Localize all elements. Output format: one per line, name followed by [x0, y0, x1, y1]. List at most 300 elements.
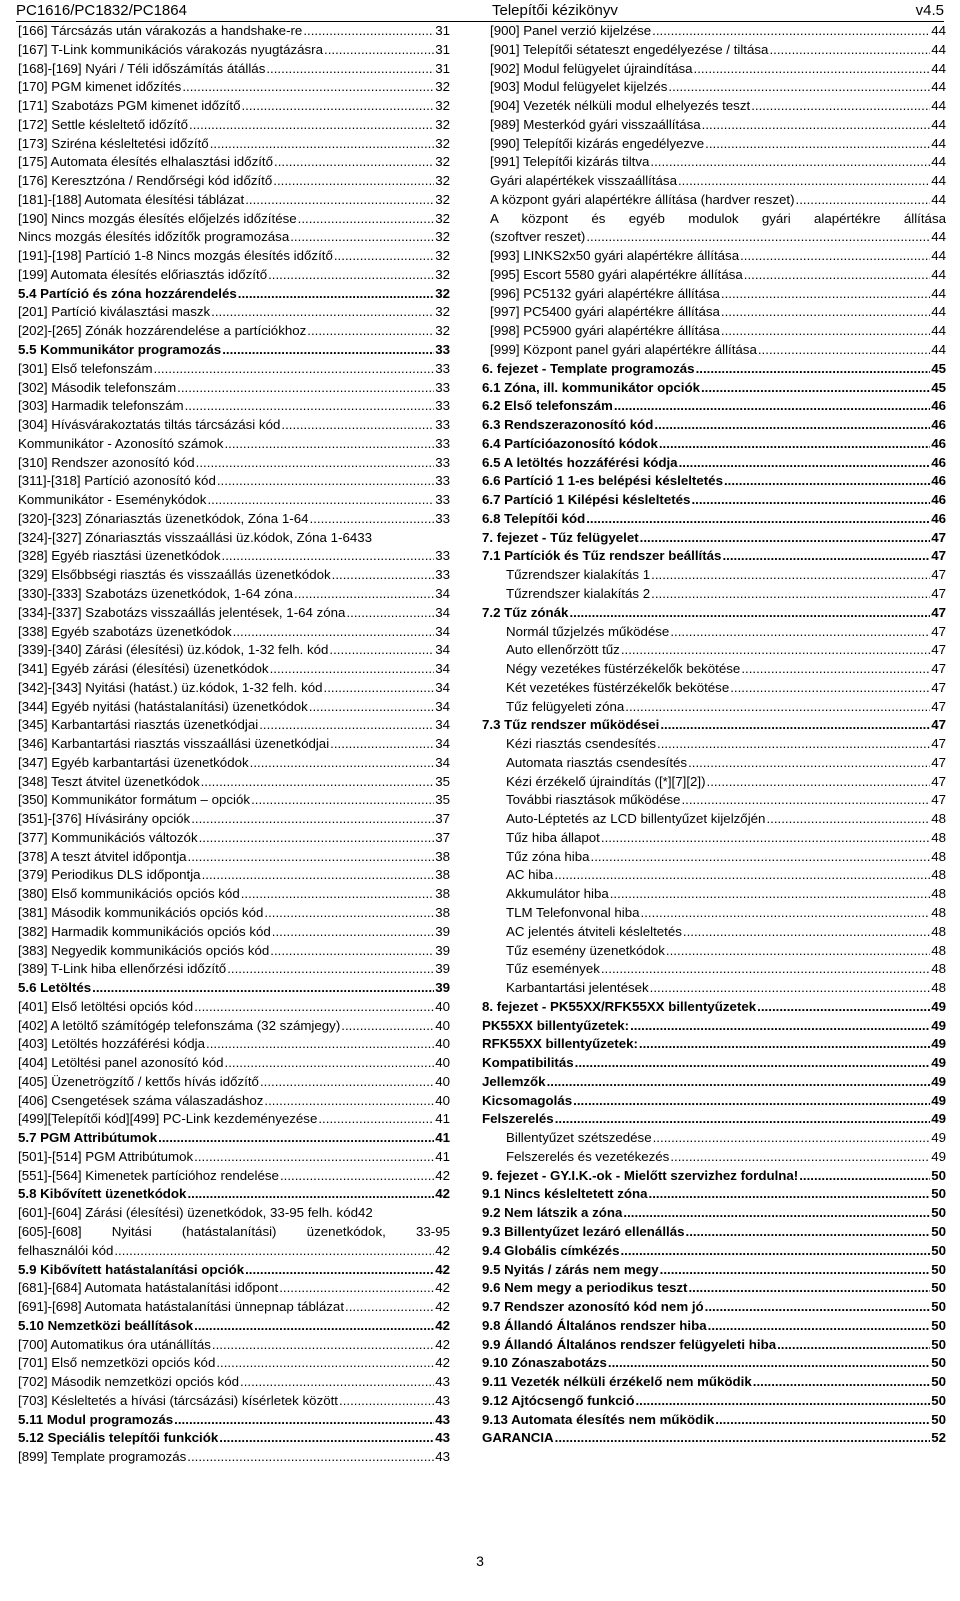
- toc-entry[interactable]: [482, 1336, 946, 1355]
- toc-entry[interactable]: [482, 210, 946, 229]
- toc-page-ref: 48: [931, 904, 946, 920]
- toc-page-ref: 48: [931, 829, 946, 845]
- toc-entry[interactable]: [482, 942, 946, 961]
- toc-page-ref: 50: [931, 1167, 946, 1183]
- toc-entry[interactable]: [482, 1411, 946, 1430]
- toc-entry[interactable]: [18, 829, 450, 848]
- toc-dot-leader: [708, 1317, 931, 1336]
- toc-entry[interactable]: [18, 1204, 450, 1223]
- toc-entry-title: 9.6 Nem megy a periodikus teszt: [482, 1280, 688, 1296]
- toc-entry-title: AC jelentés átviteli késleltetés: [506, 923, 682, 939]
- toc-entry[interactable]: [18, 716, 450, 735]
- toc-entry[interactable]: [482, 791, 946, 810]
- toc-dot-leader: [264, 904, 434, 923]
- toc-entry[interactable]: [18, 960, 450, 979]
- toc-entry[interactable]: [18, 1354, 450, 1373]
- toc-entry-title: Tűz felügyeleti zóna: [506, 698, 625, 714]
- toc-entry[interactable]: [18, 754, 450, 773]
- toc-entry[interactable]: [482, 810, 946, 829]
- toc-entry[interactable]: [482, 641, 946, 660]
- toc-entry[interactable]: [18, 735, 450, 754]
- toc-entry[interactable]: [18, 397, 450, 416]
- toc-entry[interactable]: [18, 1092, 450, 1111]
- toc-entry[interactable]: [18, 679, 450, 698]
- toc-entry[interactable]: [18, 491, 450, 510]
- toc-dot-leader: [233, 623, 435, 642]
- toc-dot-leader: [225, 1054, 435, 1073]
- toc-dot-leader: [212, 1336, 434, 1355]
- toc-entry[interactable]: [18, 1223, 450, 1242]
- toc-entry[interactable]: [18, 41, 450, 60]
- toc-entry[interactable]: [482, 566, 946, 585]
- toc-entry-title: 5.5 Kommunikátor programozás: [18, 342, 222, 358]
- toc-entry[interactable]: [482, 454, 946, 473]
- toc-entry-title: [344] Egyéb nyitási (hatástalanítási) üzenetkódok: [18, 698, 308, 714]
- toc-dot-leader: [273, 172, 434, 191]
- toc-page-ref: 40: [435, 1036, 450, 1052]
- toc-dot-leader: [219, 1429, 434, 1448]
- toc-entry[interactable]: [18, 1054, 450, 1073]
- toc-page-ref: 38: [435, 886, 450, 902]
- toc-entry-title: 9. fejezet - GY.I.K.-ok - Mielőtt szervizhez fordulna!: [482, 1167, 799, 1183]
- toc-entry[interactable]: [482, 1073, 946, 1092]
- toc-entry[interactable]: [18, 266, 450, 285]
- toc-page-ref: 50: [931, 1186, 946, 1202]
- toc-page-ref: 39: [435, 923, 450, 939]
- toc-entry[interactable]: [18, 78, 450, 97]
- toc-entry-title: [691]-[698] Automata hatástalanítási ünnepnap táblázat: [18, 1299, 345, 1315]
- toc-entry[interactable]: [482, 60, 946, 79]
- toc-entry-title: [199] Automata élesítés előriasztás időzítő: [18, 266, 268, 282]
- toc-dot-leader: [270, 942, 434, 961]
- toc-entry[interactable]: [18, 1073, 450, 1092]
- toc-entry[interactable]: [18, 210, 450, 229]
- toc-entry-title: Billentyűzet szétszedése: [506, 1130, 652, 1146]
- toc-dot-leader: [678, 172, 930, 191]
- toc-dot-leader: [679, 454, 931, 473]
- toc-entry[interactable]: [482, 341, 946, 360]
- toc-entry[interactable]: [482, 885, 946, 904]
- toc-entry[interactable]: [18, 1261, 450, 1280]
- toc-entry[interactable]: [18, 135, 450, 154]
- toc-entry-title: Jellemzők: [482, 1073, 546, 1089]
- toc-page-ref: 33: [435, 342, 450, 358]
- toc-entry[interactable]: [18, 1373, 450, 1392]
- toc-page-ref: 32: [435, 79, 450, 95]
- toc-dot-leader: [621, 641, 930, 660]
- toc-entry[interactable]: [482, 1223, 946, 1242]
- toc-entry[interactable]: [18, 604, 450, 623]
- toc-page-ref: 49: [931, 1073, 946, 1089]
- toc-entry[interactable]: [18, 379, 450, 398]
- toc-entry[interactable]: [482, 1017, 946, 1036]
- toc-page-ref: 46: [931, 435, 946, 451]
- toc-entry-title: [301] Első telefonszám: [18, 360, 153, 376]
- toc-dot-leader: [194, 1317, 434, 1336]
- toc-entry-title: [401] Első letöltési opciós kód: [18, 998, 194, 1014]
- toc-entry-title: 5.7 PGM Attribútumok: [18, 1130, 158, 1146]
- toc-dot-leader: [796, 191, 931, 210]
- toc-entry[interactable]: [482, 22, 946, 41]
- toc-entry-title: Kommunikátor - Azonosító számok: [18, 435, 224, 451]
- toc-dot-leader: [303, 22, 434, 41]
- toc-entry[interactable]: [18, 979, 450, 998]
- toc-entry[interactable]: [18, 810, 450, 829]
- toc-entry[interactable]: [18, 228, 450, 247]
- toc-page-ref: 33: [435, 435, 450, 451]
- toc-dot-leader: [227, 960, 434, 979]
- toc-entry[interactable]: [482, 247, 946, 266]
- toc-entry[interactable]: [482, 1279, 946, 1298]
- toc-entry[interactable]: [482, 604, 946, 623]
- toc-entry[interactable]: [18, 773, 450, 792]
- toc-dot-leader: [608, 1354, 930, 1373]
- toc-entry-title: PK55XX billentyűzetek:: [482, 1017, 630, 1033]
- toc-entry[interactable]: [482, 547, 946, 566]
- toc-page-ref: 32: [435, 173, 450, 189]
- toc-entry[interactable]: [482, 866, 946, 885]
- toc-entry[interactable]: [482, 228, 946, 247]
- toc-dot-leader: [241, 97, 434, 116]
- toc-entry-title: [170] PGM kimenet időzítés: [18, 79, 182, 95]
- toc-entry[interactable]: [482, 1298, 946, 1317]
- toc-dot-leader: [324, 679, 435, 698]
- toc-entry[interactable]: [18, 566, 450, 585]
- toc-entry[interactable]: [18, 1185, 450, 1204]
- toc-entry[interactable]: [18, 1110, 450, 1129]
- toc-dot-leader: [573, 1092, 930, 1111]
- toc-dot-leader: [217, 472, 434, 491]
- toc-entry[interactable]: [482, 1148, 946, 1167]
- toc-entry[interactable]: [482, 735, 946, 754]
- toc-entry[interactable]: [482, 1392, 946, 1411]
- toc-page-ref: 44: [931, 154, 946, 170]
- toc-dot-leader: [696, 360, 931, 379]
- toc-entry[interactable]: [482, 472, 946, 491]
- toc-entry[interactable]: [482, 1035, 946, 1054]
- toc-page-ref: 33: [435, 417, 450, 433]
- toc-dot-leader: [114, 1242, 434, 1261]
- toc-page-ref: 50: [931, 1261, 946, 1277]
- toc-dot-leader: [610, 885, 930, 904]
- toc-entry[interactable]: [482, 379, 946, 398]
- toc-entry[interactable]: [18, 942, 450, 961]
- toc-entry[interactable]: [482, 1317, 946, 1336]
- toc-entry[interactable]: [18, 510, 450, 529]
- toc-entry[interactable]: [18, 1317, 450, 1336]
- toc-entry-title: [330]-[333] Szabotázs üzenetkódok, 1-64 zóna: [18, 585, 293, 601]
- toc-page-ref: 47: [931, 642, 946, 658]
- toc-entry[interactable]: [18, 848, 450, 867]
- toc-entry-title: 6.8 Telepítői kód: [482, 510, 586, 526]
- toc-entry[interactable]: [482, 1054, 946, 1073]
- toc-dot-leader: [189, 116, 434, 135]
- toc-entry-title: Akkumulátor hiba: [506, 886, 609, 902]
- toc-entry-title: [700] Automatikus óra utánállítás: [18, 1336, 211, 1352]
- toc-entry[interactable]: [482, 623, 946, 642]
- toc-entry[interactable]: [482, 1092, 946, 1111]
- toc-dot-leader: [650, 979, 931, 998]
- toc-page-ref: 32: [435, 285, 450, 301]
- toc-entry[interactable]: [482, 529, 946, 548]
- toc-page-ref: 34: [435, 604, 450, 620]
- toc-dot-leader: [185, 397, 435, 416]
- toc-dot-leader: [174, 1411, 434, 1430]
- toc-entry-title: felhasználói kód: [18, 1242, 114, 1258]
- toc-page-ref: 49: [931, 1130, 946, 1146]
- toc-page-ref: 37: [435, 811, 450, 827]
- toc-entry[interactable]: [482, 660, 946, 679]
- toc-dot-leader: [740, 247, 930, 266]
- toc-entry[interactable]: [482, 322, 946, 341]
- toc-entry[interactable]: [18, 153, 450, 172]
- toc-page-ref: 49: [931, 1148, 946, 1164]
- toc-entry[interactable]: [18, 1167, 450, 1186]
- toc-entry-title: [339]-[340] Zárási (élesítési) üz.kódok, 1-32 felh. kód: [18, 642, 329, 658]
- toc-entry[interactable]: [482, 491, 946, 510]
- toc-entry-title: [348] Teszt átvitel üzenetkódok: [18, 773, 200, 789]
- toc-entry[interactable]: [18, 416, 450, 435]
- toc-dot-leader: [670, 1148, 930, 1167]
- toc-entry[interactable]: [482, 266, 946, 285]
- toc-entry[interactable]: [482, 773, 946, 792]
- toc-entry[interactable]: [18, 322, 450, 341]
- toc-page-ref: 34: [435, 698, 450, 714]
- toc-entry-title: 6.7 Partíció 1 Kilépési késleltetés: [482, 492, 691, 508]
- toc-entry[interactable]: [18, 22, 450, 41]
- toc-entry[interactable]: [18, 1429, 450, 1448]
- toc-entry[interactable]: [18, 623, 450, 642]
- toc-entry-title: [166] Tárcsázás után várakozás a handshake-re: [18, 23, 303, 38]
- toc-entry-title: 9.4 Globális címkézés: [482, 1242, 620, 1258]
- toc-dot-leader: [620, 1242, 930, 1261]
- toc-entry[interactable]: [482, 1354, 946, 1373]
- toc-dot-leader: [238, 285, 434, 304]
- toc-entry-title: [320]-[323] Zónariasztás üzenetkódok, Zóna 1-64: [18, 510, 309, 526]
- toc-entry[interactable]: [18, 585, 450, 604]
- toc-entry[interactable]: [482, 829, 946, 848]
- toc-page-ref: 32: [435, 210, 450, 226]
- toc-entry[interactable]: [18, 341, 450, 360]
- toc-entry[interactable]: [482, 78, 946, 97]
- toc-page-ref: 46: [931, 417, 946, 433]
- toc-dot-leader: [705, 1298, 931, 1317]
- toc-entry[interactable]: [18, 1242, 450, 1261]
- toc-dot-leader: [769, 41, 930, 60]
- toc-entry[interactable]: [18, 998, 450, 1017]
- toc-dot-leader: [641, 904, 931, 923]
- toc-entry-title: [379] Periodikus DLS időpontja: [18, 867, 201, 883]
- toc-entry-title: Gyári alapértékek visszaállítása: [490, 173, 677, 189]
- toc-page-ref: 32: [435, 304, 450, 320]
- toc-page-ref: 42: [435, 1186, 450, 1202]
- toc-entry[interactable]: [482, 303, 946, 322]
- toc-entry[interactable]: [482, 1129, 946, 1148]
- toc-page-ref: 31: [435, 41, 450, 57]
- toc-entry-title: [172] Settle késleltető időzítő: [18, 116, 189, 132]
- toc-dot-leader: [210, 135, 435, 154]
- toc-entry[interactable]: [482, 191, 946, 210]
- toc-dot-leader: [196, 454, 435, 473]
- toc-page-ref: 49: [931, 1055, 946, 1071]
- toc-dot-leader: [187, 1185, 434, 1204]
- toc-dot-leader: [332, 566, 435, 585]
- toc-entry[interactable]: [482, 679, 946, 698]
- toc-page-ref: 44: [931, 116, 946, 132]
- toc-dot-leader: [251, 791, 434, 810]
- toc-entry-title: [993] LINKS2x50 gyári alapértékre állítása: [490, 248, 740, 264]
- toc-page-ref: 47: [931, 585, 946, 601]
- toc-entry[interactable]: [18, 923, 450, 942]
- toc-entry[interactable]: [18, 285, 450, 304]
- toc-entry-title: Kommunikátor - Eseménykódok: [18, 492, 207, 508]
- toc-page-ref: 40: [435, 998, 450, 1014]
- toc-entry[interactable]: [482, 435, 946, 454]
- toc-dot-leader: [341, 1017, 434, 1036]
- toc-dot-leader: [575, 1054, 931, 1073]
- toc-entry[interactable]: [482, 848, 946, 867]
- toc-entry[interactable]: [18, 60, 450, 79]
- toc-entry-title: [389] T-Link hiba ellenőrzési időzítő: [18, 961, 227, 977]
- toc-page-ref: 43: [435, 1374, 450, 1390]
- toc-entry[interactable]: [482, 1429, 946, 1448]
- toc-entry[interactable]: [18, 1411, 450, 1430]
- toc-entry-title: [900] Panel verzió kijelzése: [490, 23, 652, 38]
- toc-page-ref: 32: [435, 248, 450, 264]
- toc-entry[interactable]: [18, 172, 450, 191]
- toc-dot-leader: [650, 153, 930, 172]
- toc-dot-leader: [555, 1110, 930, 1129]
- toc-page-ref: 50: [931, 1242, 946, 1258]
- toc-entry[interactable]: [18, 1129, 450, 1148]
- toc-entry[interactable]: [18, 1336, 450, 1355]
- toc-entry[interactable]: [482, 960, 946, 979]
- toc-entry[interactable]: [482, 135, 946, 154]
- toc-entry[interactable]: [18, 1298, 450, 1317]
- toc-page-ref: 40: [435, 1073, 450, 1089]
- toc-entry[interactable]: [18, 547, 450, 566]
- toc-page-ref: 42: [435, 1167, 450, 1183]
- toc-entry[interactable]: [18, 191, 450, 210]
- toc-entry[interactable]: [18, 1035, 450, 1054]
- toc-page-ref: 49: [931, 1111, 946, 1127]
- toc-entry[interactable]: [18, 247, 450, 266]
- toc-entry-title: Normál tűzjelzés működése: [506, 623, 670, 639]
- toc-entry-title: (szoftver reszet): [490, 229, 586, 245]
- toc-entry[interactable]: [18, 97, 450, 116]
- toc-entry[interactable]: [18, 1392, 450, 1411]
- toc-entry-title: [501]-[514] PGM Attribútumok: [18, 1148, 194, 1164]
- toc-entry[interactable]: [18, 435, 450, 454]
- toc-entry[interactable]: [482, 41, 946, 60]
- header-version: v4.5: [915, 2, 944, 19]
- toc-page-ref: 49: [931, 998, 946, 1014]
- toc-dot-leader: [547, 1073, 931, 1092]
- toc-entry[interactable]: [18, 1017, 450, 1036]
- toc-entry-title: [338] Egyéb szabotázs üzenetkódok: [18, 623, 232, 639]
- toc-entry-title: Tűzrendszer kialakítás 1: [506, 567, 651, 583]
- toc-entry[interactable]: [18, 904, 450, 923]
- toc-entry-title: [997] PC5400 gyári alapértékre állítása: [490, 304, 720, 320]
- toc-entry[interactable]: [482, 923, 946, 942]
- toc-entry[interactable]: [482, 979, 946, 998]
- toc-dot-leader: [154, 360, 435, 379]
- toc-page-ref: 34: [435, 679, 450, 695]
- toc-page-ref: 49: [931, 1092, 946, 1108]
- toc-page-ref: 45: [931, 360, 946, 376]
- toc-entry[interactable]: [482, 510, 946, 529]
- toc-entry[interactable]: [482, 153, 946, 172]
- toc-entry-title: [202]-[265] Zónák hozzárendelése a partíciókhoz: [18, 323, 307, 339]
- toc-entry[interactable]: [18, 698, 450, 717]
- toc-entry[interactable]: [482, 585, 946, 604]
- toc-page-ref: 37: [435, 829, 450, 845]
- toc-entry[interactable]: [18, 791, 450, 810]
- toc-entry-title: [329] Elsőbbségi riasztás és visszaállás üzenetkódok: [18, 567, 331, 583]
- toc-entry[interactable]: [482, 904, 946, 923]
- toc-entry[interactable]: [482, 285, 946, 304]
- toc-entry[interactable]: [482, 1185, 946, 1204]
- toc-entry[interactable]: [482, 1110, 946, 1129]
- toc-page-ref: 47: [931, 604, 946, 620]
- toc-entry-title: 7.2 Tűz zónák: [482, 604, 569, 620]
- toc-entry[interactable]: [18, 660, 450, 679]
- toc-entry[interactable]: [482, 1261, 946, 1280]
- toc-entry[interactable]: [18, 303, 450, 322]
- toc-entry[interactable]: [18, 885, 450, 904]
- toc-entry[interactable]: [18, 641, 450, 660]
- toc-entry-title: 7.1 Partíciók és Tűz rendszer beállítás: [482, 548, 722, 564]
- toc-page-ref: 47: [931, 661, 946, 677]
- toc-entry-title: AC hiba: [506, 867, 554, 883]
- toc-entry-title: 6.1 Zóna, ill. kommunikátor opciók: [482, 379, 700, 395]
- toc-entry[interactable]: [482, 1167, 946, 1186]
- toc-dot-leader: [199, 829, 435, 848]
- toc-entry[interactable]: [18, 472, 450, 491]
- toc-entry[interactable]: [18, 1148, 450, 1167]
- toc-entry[interactable]: [482, 116, 946, 135]
- toc-entry-title: [334]-[337] Szabotázs visszaállás jelentések, 1-64 zóna: [18, 604, 346, 620]
- toc-entry[interactable]: [18, 1448, 450, 1467]
- toc-entry[interactable]: [482, 360, 946, 379]
- toc-entry[interactable]: [482, 1242, 946, 1261]
- toc-entry-title: A központ gyári alapértékre állítása (hardver reszet): [490, 191, 795, 207]
- toc-entry[interactable]: [18, 866, 450, 885]
- toc-entry[interactable]: [482, 1373, 946, 1392]
- toc-entry[interactable]: [482, 754, 946, 773]
- toc-page-ref: 40: [435, 1092, 450, 1108]
- toc-dot-leader: [260, 1073, 434, 1092]
- toc-entry[interactable]: [18, 360, 450, 379]
- toc-entry-title: Auto-Léptetés az LCD billentyűzet kijelzőjén: [506, 811, 766, 827]
- toc-entry-title: [899] Template programozás: [18, 1449, 187, 1465]
- toc-entry[interactable]: [18, 1279, 450, 1298]
- toc-entry[interactable]: [18, 529, 450, 548]
- toc-entry[interactable]: [482, 416, 946, 435]
- toc-entry[interactable]: [482, 716, 946, 735]
- toc-entry[interactable]: [482, 998, 946, 1017]
- toc-entry[interactable]: [482, 1204, 946, 1223]
- toc-entry[interactable]: [482, 97, 946, 116]
- toc-entry[interactable]: [18, 454, 450, 473]
- toc-dot-leader: [207, 491, 434, 510]
- toc-entry[interactable]: [482, 172, 946, 191]
- toc-page-ref: 44: [931, 342, 946, 358]
- toc-entry[interactable]: [482, 698, 946, 717]
- toc-entry[interactable]: [18, 116, 450, 135]
- toc-entry[interactable]: [482, 397, 946, 416]
- toc-page-ref: 42: [435, 1317, 450, 1333]
